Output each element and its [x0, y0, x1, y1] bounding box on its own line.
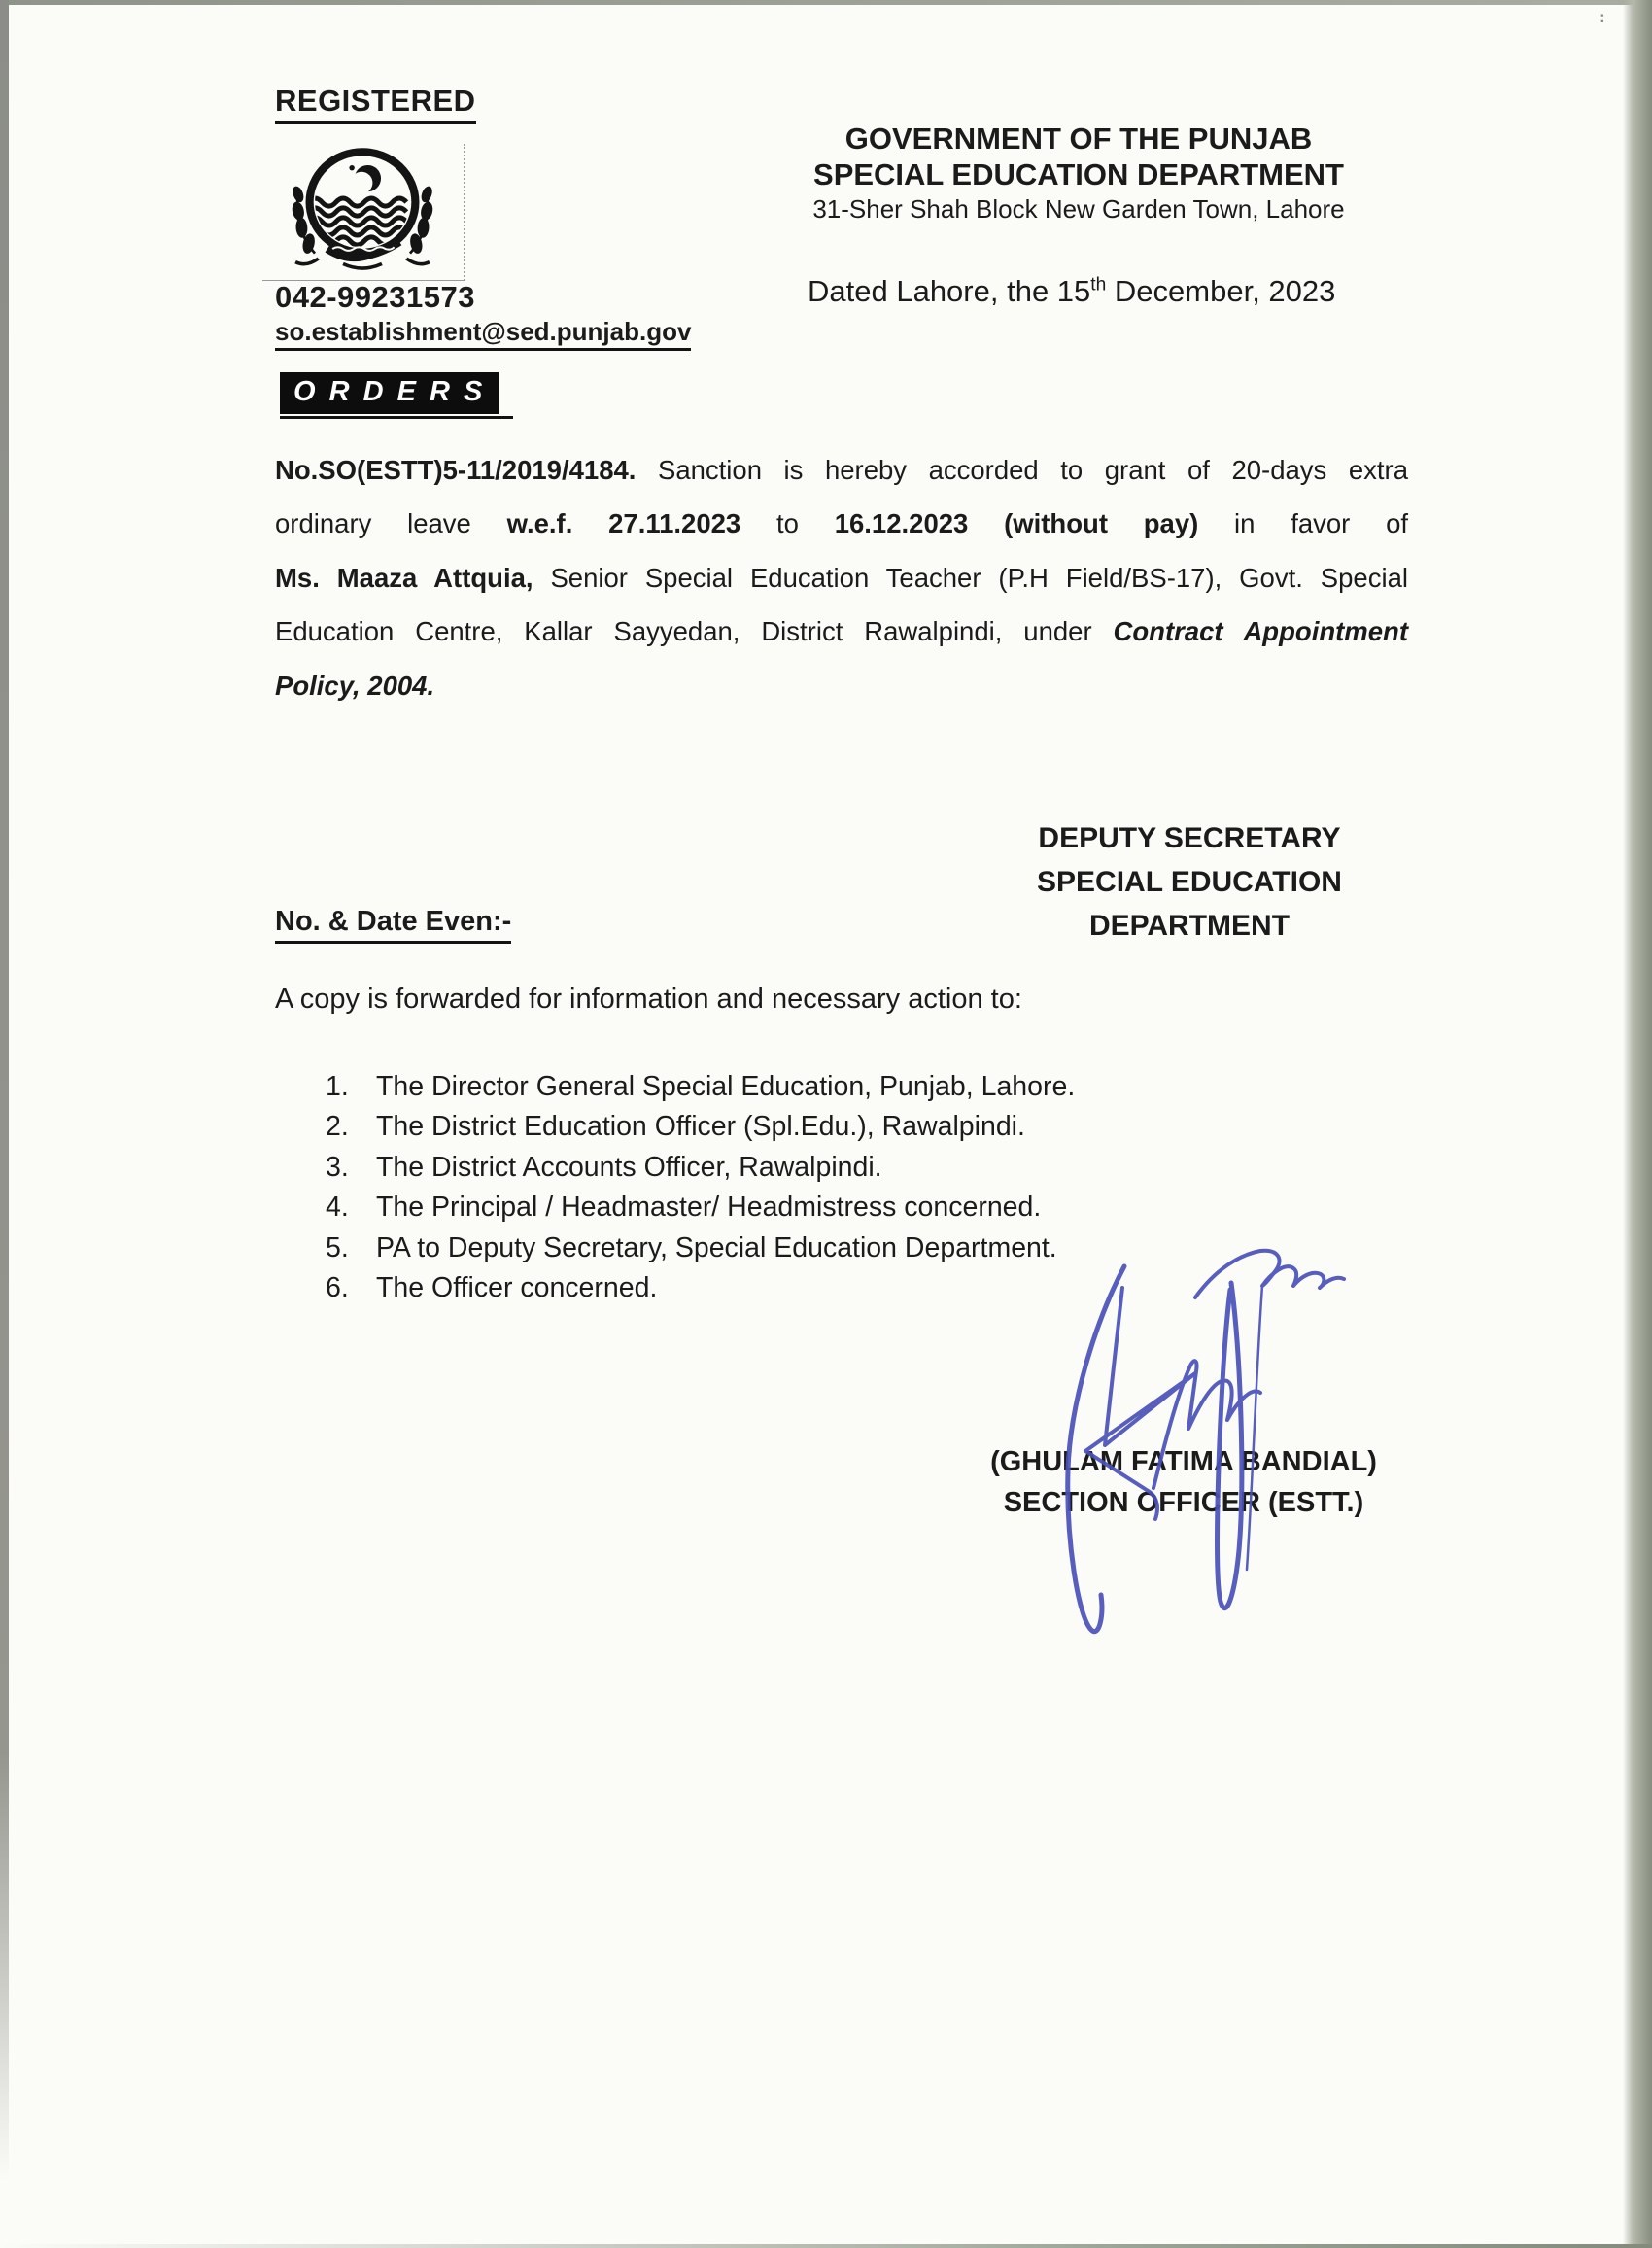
registered-label: REGISTERED [275, 84, 476, 124]
cc-list-item [326, 1071, 1075, 1111]
cc-item-number: 1. [326, 1071, 349, 1102]
cc-list-item [326, 1272, 1075, 1312]
cc-item-number: 2. [326, 1111, 349, 1143]
cc-item-text: The District Education Officer (Spl.Edu.), Rawalpindi. [376, 1111, 1025, 1143]
cc-list [326, 1071, 1075, 1312]
cc-list-item [326, 1192, 1075, 1231]
order-line [275, 671, 1408, 724]
phone-number: 042-99231573 [275, 280, 475, 314]
order-text-run: Contract Appointment [1113, 616, 1409, 647]
scan-edge-top [0, 0, 1652, 5]
scan-artifact-mark: : [1600, 8, 1605, 26]
scan-edge-right [1623, 0, 1652, 2248]
copy-forwarded-line: A copy is forwarded for information and necessary action to: [275, 984, 1022, 1015]
cc-item-text: The Director General Special Education, Punjab, Lahore. [376, 1071, 1076, 1102]
cc-item-number: 4. [326, 1192, 349, 1224]
email-address: so.establishment@sed.punjab.gov [275, 317, 691, 351]
government-logo-box [262, 144, 465, 281]
date-suffix: December, 2023 [1106, 274, 1336, 308]
order-text-run: Sanction is hereby accorded to grant of 20-days extra [636, 455, 1408, 485]
signatory-title: SECTION OFFICER (ESTT.) [1003, 1487, 1364, 1518]
order-text-run: ordinary leave [275, 508, 507, 539]
cc-item-text: The Officer concerned. [376, 1271, 658, 1303]
cc-list-item [326, 1152, 1075, 1192]
date-line [808, 274, 1335, 309]
order-text-run: Policy, 2004. [275, 670, 435, 701]
order-line [275, 455, 1408, 508]
department-address: 31-Sher Shah Block New Garden Town, Lahore [812, 194, 1345, 224]
scan-edge-left [0, 0, 9, 2248]
orders-underline [280, 416, 513, 419]
authority-line: DEPARTMENT [1088, 910, 1291, 942]
order-line [275, 616, 1408, 670]
authority-line: DEPUTY SECRETARY [1038, 822, 1341, 854]
letterhead-block [768, 121, 1390, 225]
cc-item-text: The Principal / Headmaster/ Headmistress concerned. [376, 1192, 1042, 1224]
department-title: SPECIAL EDUCATION DEPARTMENT [813, 157, 1344, 191]
orders-heading: O R D E R S [280, 372, 499, 414]
order-line [275, 563, 1408, 616]
order-text-run: 16.12.2023 (without pay) [834, 508, 1199, 539]
order-paragraph [275, 455, 1408, 724]
order-text-run: Ms. Maaza Attquia, [275, 562, 533, 593]
authority-line: SPECIAL EDUCATION [1037, 866, 1342, 898]
government-title: GOVERNMENT OF THE PUNJAB [844, 121, 1313, 156]
issuing-authority-block [1005, 816, 1374, 948]
order-line [275, 508, 1408, 562]
handwritten-signature-icon [977, 1229, 1365, 1647]
cc-item-number: 5. [326, 1231, 349, 1263]
order-text-run: to [740, 508, 835, 539]
cc-list-item [326, 1232, 1075, 1272]
punjab-government-crest-icon [270, 146, 455, 278]
order-text-run: w.e.f. 27.11.2023 [506, 508, 741, 539]
cc-item-number: 3. [326, 1151, 349, 1183]
cc-item-text: The District Accounts Officer, Rawalpindi. [376, 1151, 882, 1183]
cc-item-number: 6. [326, 1271, 349, 1303]
scan-edge-bottom [0, 2244, 1652, 2248]
date-ordinal-suffix: th [1090, 274, 1107, 295]
order-text-run: No.SO(ESTT)5-11/2019/4184. [275, 455, 637, 485]
order-text-run: in favor of [1198, 508, 1409, 539]
signatory-name: (GHULAM FATIMA BANDIAL) [990, 1446, 1377, 1477]
cc-list-item [326, 1111, 1075, 1151]
date-prefix: Dated Lahore, the 15 [808, 274, 1091, 308]
no-and-date-even-heading: No. & Date Even:- [275, 906, 511, 944]
order-text-run: Senior Special Education Teacher (P.H Field/BS-17), Govt. Special [533, 562, 1408, 593]
cc-item-text: PA to Deputy Secretary, Special Education Department. [376, 1231, 1057, 1263]
order-text-run: Education Centre, Kallar Sayyedan, District Rawalpindi, under [275, 616, 1114, 647]
